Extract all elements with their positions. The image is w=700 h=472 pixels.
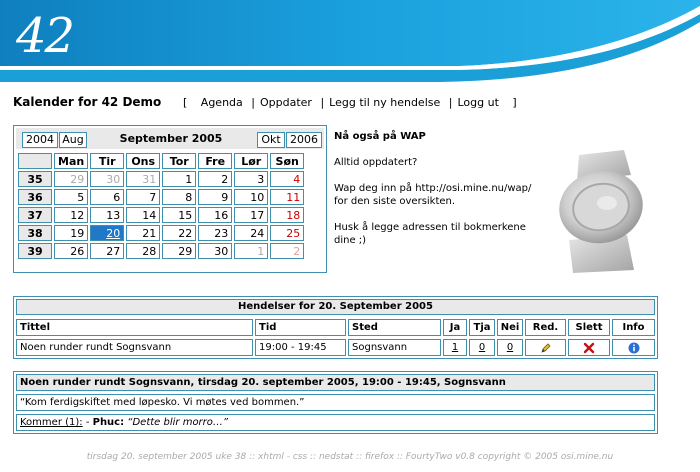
column-header-title: Tittel xyxy=(16,319,253,336)
calendar-week-row xyxy=(18,189,304,205)
calendar-day[interactable]: 9 xyxy=(198,189,232,205)
weekday-header-row xyxy=(18,153,304,169)
wap-info xyxy=(334,130,544,260)
delete-x-icon[interactable] xyxy=(583,342,595,354)
wap-text: Alltid oppdatert? xyxy=(334,157,418,168)
calendar-day[interactable]: 14 xyxy=(126,207,160,223)
calendar-day[interactable]: 3 xyxy=(234,171,268,187)
wap-text: Wap deg inn på http://osi.mine.nu/wap/ for den siste oversikten. xyxy=(334,183,532,207)
nav-agenda-link[interactable]: Agenda xyxy=(200,96,243,109)
calendar-day[interactable]: 25 xyxy=(270,225,304,241)
next-year-button[interactable]: 2006 xyxy=(286,132,322,148)
calendar-day[interactable]: 31 xyxy=(126,171,160,187)
column-header-no: Nei xyxy=(497,319,523,336)
top-navigation: [ Agenda | Oppdater | Legg til ny hendelse | Logg ut ] xyxy=(183,96,517,109)
calendar-day[interactable]: 26 xyxy=(54,243,88,259)
prev-year-button[interactable]: 2004 xyxy=(22,132,58,148)
week-number[interactable]: 38 xyxy=(18,225,52,241)
calendar-day[interactable]: 1 xyxy=(234,243,268,259)
banner-background xyxy=(0,0,700,84)
watch-image xyxy=(549,145,659,275)
nav-bracket-close: ] xyxy=(512,96,517,109)
calendar-day[interactable]: 4 xyxy=(270,171,304,187)
calendar-day[interactable]: 15 xyxy=(162,207,196,223)
prev-month-button[interactable]: Aug xyxy=(59,132,87,148)
weekday-header: Fre xyxy=(198,153,232,169)
calendar-day[interactable]: 23 xyxy=(198,225,232,241)
week-number[interactable]: 35 xyxy=(18,171,52,187)
column-header-edit: Red. xyxy=(525,319,566,336)
header-banner xyxy=(0,0,700,84)
column-header-info: Info xyxy=(612,319,655,336)
calendar-day[interactable]: 30 xyxy=(198,243,232,259)
yes-count-link[interactable]: 1 xyxy=(451,342,459,353)
week-number[interactable]: 36 xyxy=(18,189,52,205)
calendar-month-label: September 2005 xyxy=(119,132,223,145)
calendar-day[interactable]: 8 xyxy=(162,189,196,205)
calendar-day[interactable]: 5 xyxy=(54,189,88,205)
events-table xyxy=(13,296,658,359)
column-header-maybe: Tja xyxy=(469,319,495,336)
week-number-header xyxy=(18,153,52,169)
calendar-day[interactable]: 28 xyxy=(126,243,160,259)
calendar-day[interactable]: 1 xyxy=(162,171,196,187)
column-header-place: Sted xyxy=(348,319,441,336)
weekday-header: Tor xyxy=(162,153,196,169)
calendar-day[interactable]: 22 xyxy=(162,225,196,241)
event-description: “Kom ferdigskiftet med løpesko. Vi møtes ved bommen.” xyxy=(16,394,655,411)
calendar-day[interactable]: 27 xyxy=(90,243,124,259)
calendar-day[interactable]: 7 xyxy=(126,189,160,205)
events-title: Hendelser for 20. September 2005 xyxy=(16,299,655,315)
calendar-day[interactable]: 18 xyxy=(270,207,304,223)
event-place: Sognsvann xyxy=(348,339,441,356)
nav-add-event-link[interactable]: Legg til ny hendelse xyxy=(329,96,441,109)
calendar-day[interactable]: 21 xyxy=(126,225,160,241)
weekday-header: Ons xyxy=(126,153,160,169)
nav-logout-link[interactable]: Logg ut xyxy=(457,96,499,109)
calendar-day[interactable]: 10 xyxy=(234,189,268,205)
wap-text: Husk å legge adressen til bokmerkene dine ;) xyxy=(334,222,526,246)
footer: tirsdag 20. september 2005 uke 38 :: xhtml - css :: nedstat :: firefox :: FourtyTwo v0.8 copyright © 2005 osi.mine.nu xyxy=(86,452,614,462)
calendar-day[interactable]: 13 xyxy=(90,207,124,223)
calendar-week-row xyxy=(18,171,304,187)
event-title[interactable]: Noen runder rundt Sognsvann xyxy=(16,339,253,356)
event-comments xyxy=(16,414,655,431)
comment-separator: - xyxy=(82,417,93,428)
calendar-week-row xyxy=(18,225,304,241)
weekday-header: Tir xyxy=(90,153,124,169)
weekday-header: Man xyxy=(54,153,88,169)
weekday-header: Søn xyxy=(270,153,304,169)
nav-bracket-open: [ xyxy=(183,96,188,109)
event-details xyxy=(13,371,658,434)
nav-refresh-link[interactable]: Oppdater xyxy=(260,96,312,109)
calendar-day[interactable]: 12 xyxy=(54,207,88,223)
calendar-day[interactable]: 29 xyxy=(54,171,88,187)
column-header-time: Tid xyxy=(255,319,346,336)
calendar-day[interactable]: 6 xyxy=(90,189,124,205)
calendar-day[interactable]: 11 xyxy=(270,189,304,205)
pencil-icon[interactable] xyxy=(540,342,552,354)
comments-link[interactable]: Kommer (1): xyxy=(20,417,83,428)
weekday-header: Lør xyxy=(234,153,268,169)
column-header-yes: Ja xyxy=(443,319,467,336)
maybe-count-link[interactable]: 0 xyxy=(478,342,486,353)
week-number[interactable]: 37 xyxy=(18,207,52,223)
calendar-week-row xyxy=(18,243,304,259)
column-header-delete: Slett xyxy=(568,319,610,336)
event-details-header: Noen runder rundt Sognsvann, tirsdag 20. september 2005, 19:00 - 19:45, Sognsvann xyxy=(16,374,655,391)
calendar-day[interactable]: 19 xyxy=(54,225,88,241)
calendar-day-selected[interactable]: 20 xyxy=(90,225,124,241)
info-icon[interactable] xyxy=(628,342,640,354)
page-title: Kalender for 42 Demo xyxy=(13,95,162,109)
calendar-day[interactable]: 2 xyxy=(270,243,304,259)
no-count-link[interactable]: 0 xyxy=(506,342,514,353)
event-time: 19:00 - 19:45 xyxy=(255,339,346,356)
logo[interactable]: 42 xyxy=(16,8,74,64)
calendar-header xyxy=(16,128,324,149)
commenter-colon: : xyxy=(120,417,125,428)
comment-text: “Dette blir morro…” xyxy=(127,417,229,428)
calendar-day[interactable]: 16 xyxy=(198,207,232,223)
calendar-day[interactable]: 24 xyxy=(234,225,268,241)
next-month-button[interactable]: Okt xyxy=(257,132,285,148)
wap-heading: Nå også på WAP xyxy=(334,131,426,142)
calendar-week-row xyxy=(18,207,304,223)
calendar-day[interactable]: 2 xyxy=(198,171,232,187)
calendar-day[interactable]: 17 xyxy=(234,207,268,223)
commenter-name: Phuc xyxy=(92,417,121,428)
calendar-day[interactable]: 30 xyxy=(90,171,124,187)
month-calendar xyxy=(13,125,327,273)
calendar-day[interactable]: 29 xyxy=(162,243,196,259)
week-number[interactable]: 39 xyxy=(18,243,52,259)
calendar-grid xyxy=(16,151,306,261)
